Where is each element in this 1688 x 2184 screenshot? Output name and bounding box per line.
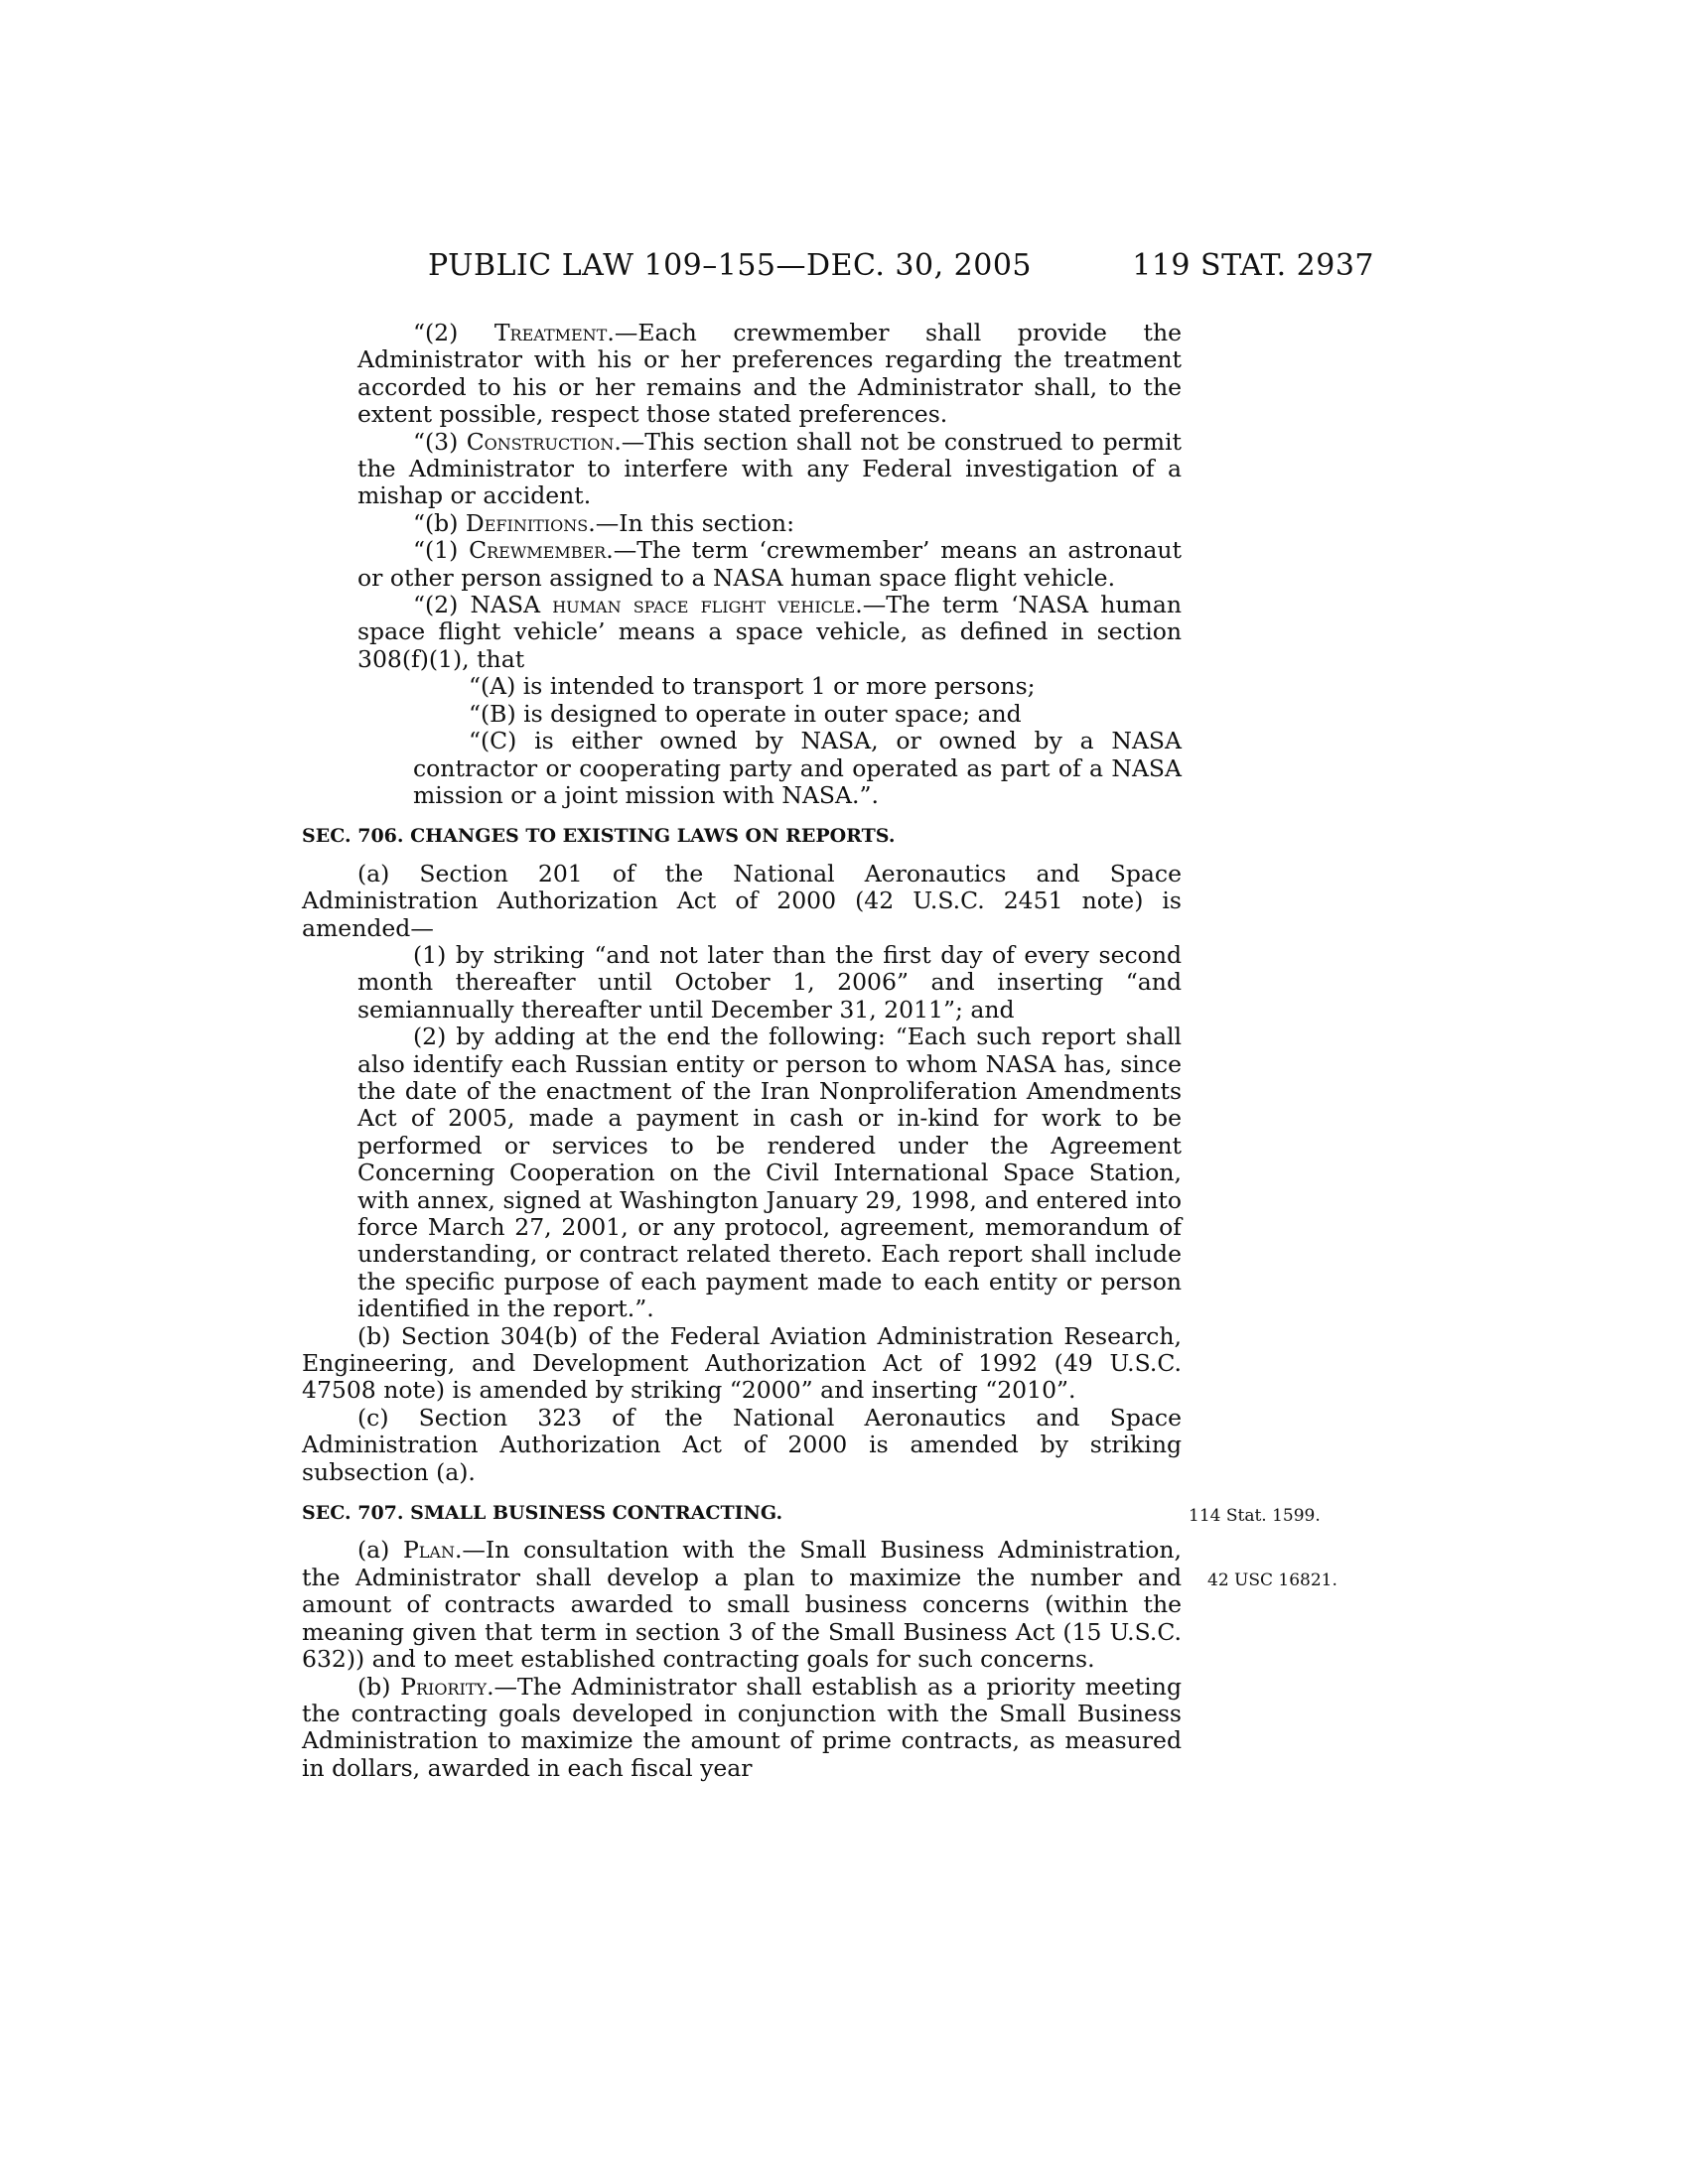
paragraph-construction: “(3) Construction.—This section shall not be construed to permit the Administrator to interfere with any Federal investigation of a mishap or accident.: [357, 427, 1182, 510]
paragraph-707-b: (b) Priority.—The Administrator shall establish as a priority meeting the contracting goals developed in conjunction with the Small Business Administration to maximize the amount of prime contracts, as measured in dollars, awarded in each fiscal year: [302, 1672, 1182, 1782]
section-heading-707: SEC. 707. SMALL BUSINESS CONTRACTING.: [302, 1502, 783, 1525]
running-header-title: PUBLIC LAW 109–155—DEC. 30, 2005: [428, 248, 1033, 283]
paragraph-definitions: “(b) Definitions.—In this section:: [413, 508, 794, 537]
margin-note-usc: 42 USC 16821.: [1207, 1570, 1337, 1590]
body-text: [302, 320, 1182, 1782]
paragraph-subitem-c: “(C) is either owned by NASA, or owned by a NASA contractor or cooperating party and operated as part of a NASA mission or a joint mission with NASA.”.: [413, 727, 1182, 809]
paragraph-treatment: “(2) Treatment.—Each crewmember shall provide the Administrator with his or her preferences regarding the treatment accorded to his or her remains and the Administrator shall, to the extent possible, respect those stated preferences.: [357, 319, 1182, 429]
paragraph-subitem-b: “(B) is designed to operate in outer space; and: [469, 699, 1022, 728]
paragraph-subitem-a: “(A) is intended to transport 1 or more persons;: [469, 672, 1036, 701]
paragraph-nasa-vehicle: “(2) NASA human space flight vehicle.—The term ‘NASA human space flight vehicle’ means a space vehicle, as defined in section 308(f)(1), that: [357, 591, 1182, 673]
section-heading-706: SEC. 706. CHANGES TO EXISTING LAWS ON REPORTS.: [302, 825, 896, 848]
margin-note-stat: 114 Stat. 1599.: [1189, 1506, 1321, 1526]
paragraph-707-a: (a) Plan.—In consultation with the Small Business Administration, the Administrator shall develop a plan to maximize the number and amount of contracts awarded to small business concerns (within the meaning given that term in section 3 of the Small Business Act (15 U.S.C. 632)) and to meet established contracting goals for such concerns.: [302, 1536, 1182, 1674]
paragraph-706-c: (c) Section 323 of the National Aeronautics and Space Administration Authorization Act of 2000 is amended by striking subsection (a).: [302, 1403, 1182, 1486]
running-header-stat-page: 119 STAT. 2937: [1132, 248, 1374, 283]
paragraph-706-b: (b) Section 304(b) of the Federal Aviation Administration Research, Engineering, and Development Authorization Act of 1992 (49 U.S.C. 47508 note) is amended by striking “2000” and inserting “2010”.: [302, 1321, 1182, 1405]
paragraph-crewmember: “(1) Crewmember.—The term ‘crewmember’ means an astronaut or other person assigned to a NASA human space flight vehicle.: [357, 536, 1182, 592]
paragraph-706-a-1: (1) by striking “and not later than the first day of every second month thereafter until October 1, 2006” and inserting “and semiannually thereafter until December 31, 2011”; and: [357, 940, 1182, 1024]
paragraph-706-a: (a) Section 201 of the National Aeronautics and Space Administration Authorization Act of 2000 (42 U.S.C. 2451 note) is amended—: [302, 859, 1182, 942]
paragraph-706-a-2: (2) by adding at the end the following: “Each such report shall also identify each Russian entity or person to whom NASA has, since the date of the enactment of the Iran Nonproliferation Amendments Act of 2005, made a payment in cash or in-kind for work to be performed or services to be rendered under the Agreement Concerning Cooperation on the Civil International Space Station, with annex, signed at Washington January 29, 1998, and entered into force March 27, 2001, or any protocol, agreement, memorandum of understanding, or contract related thereto. Each report shall include the specific purpose of each payment made to each entity or person identified in the report.”.: [357, 1023, 1182, 1323]
